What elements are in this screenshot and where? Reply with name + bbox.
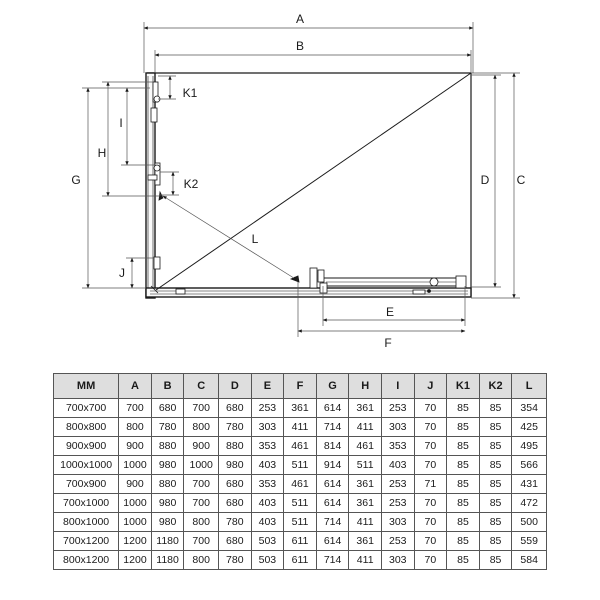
- dim-label-a: A: [295, 12, 305, 26]
- table-row: [54, 399, 547, 418]
- table-cell: 253: [381, 532, 414, 551]
- table-cell: 880: [151, 475, 184, 494]
- table-cell: 1200: [119, 551, 152, 570]
- column-header: K2: [479, 374, 512, 399]
- column-header: C: [184, 374, 219, 399]
- table-cell: 980: [151, 456, 184, 475]
- table-header-row: [54, 374, 547, 399]
- table-row: [54, 437, 547, 456]
- table-cell: 85: [479, 551, 512, 570]
- table-cell: 70: [414, 513, 447, 532]
- table-cell: 800: [184, 551, 219, 570]
- table-row: [54, 475, 547, 494]
- table-cell: 70: [414, 532, 447, 551]
- table-cell: 614: [316, 494, 349, 513]
- size-cell: 800x800: [54, 418, 119, 437]
- dim-label-k1: K1: [182, 86, 198, 100]
- sliding-door-frame: [323, 276, 466, 288]
- table-cell: 900: [119, 475, 152, 494]
- size-cell: 1000x1000: [54, 456, 119, 475]
- table-cell: 800: [184, 418, 219, 437]
- table-cell: 1200: [119, 532, 152, 551]
- column-header: B: [151, 374, 184, 399]
- table-cell: 85: [479, 513, 512, 532]
- table-cell: 511: [284, 513, 317, 532]
- table-cell: 253: [381, 475, 414, 494]
- table-row: [54, 418, 547, 437]
- table-cell: 1180: [151, 551, 184, 570]
- table-cell: 980: [151, 513, 184, 532]
- dim-label-f: F: [384, 336, 392, 350]
- table-cell: 353: [251, 437, 284, 456]
- table-cell: 70: [414, 551, 447, 570]
- table-cell: 461: [284, 475, 317, 494]
- table-cell: 780: [219, 551, 252, 570]
- table-cell: 353: [381, 437, 414, 456]
- table-cell: 584: [512, 551, 547, 570]
- table-cell: 614: [316, 532, 349, 551]
- table-cell: 353: [251, 475, 284, 494]
- table-cell: 980: [151, 494, 184, 513]
- table-cell: 566: [512, 456, 547, 475]
- table-cell: 614: [316, 399, 349, 418]
- table-cell: 85: [447, 494, 480, 513]
- table-cell: 71: [414, 475, 447, 494]
- column-header: E: [251, 374, 284, 399]
- table-cell: 303: [381, 551, 414, 570]
- table-cell: 780: [151, 418, 184, 437]
- table-cell: 800: [119, 418, 152, 437]
- table-cell: 914: [316, 456, 349, 475]
- table-cell: 253: [381, 494, 414, 513]
- table-cell: 361: [349, 494, 382, 513]
- table-cell: 425: [512, 418, 547, 437]
- table-cell: 700: [184, 475, 219, 494]
- size-cell: 700x1200: [54, 532, 119, 551]
- column-header: A: [119, 374, 152, 399]
- table-cell: 900: [184, 437, 219, 456]
- table-cell: 411: [349, 551, 382, 570]
- table-cell: 361: [349, 399, 382, 418]
- table-cell: 611: [284, 532, 317, 551]
- table-cell: 980: [219, 456, 252, 475]
- dim-label-h: H: [97, 146, 107, 160]
- table-cell: 503: [251, 532, 284, 551]
- table-cell: 680: [219, 494, 252, 513]
- dimensions-table: [53, 373, 547, 570]
- table-cell: 85: [479, 418, 512, 437]
- table-cell: 559: [512, 532, 547, 551]
- table-cell: 361: [349, 532, 382, 551]
- table-row: [54, 551, 547, 570]
- table-cell: 1000: [119, 456, 152, 475]
- dim-label-d: D: [480, 173, 490, 187]
- table-cell: 1000: [119, 513, 152, 532]
- table-cell: 495: [512, 437, 547, 456]
- table-cell: 403: [251, 513, 284, 532]
- table-cell: 880: [151, 437, 184, 456]
- table-cell: 85: [479, 456, 512, 475]
- dim-label-b: B: [295, 39, 305, 53]
- table-cell: 85: [479, 532, 512, 551]
- table-cell: 611: [284, 551, 317, 570]
- table-cell: 1000: [119, 494, 152, 513]
- table-cell: 1000: [184, 456, 219, 475]
- table-cell: 303: [381, 513, 414, 532]
- table-cell: 411: [284, 418, 317, 437]
- size-cell: 700x900: [54, 475, 119, 494]
- size-cell: 900x900: [54, 437, 119, 456]
- table-cell: 303: [381, 418, 414, 437]
- table-cell: 780: [219, 418, 252, 437]
- table-cell: 700: [119, 399, 152, 418]
- dimension-labels: [71, 12, 525, 350]
- table-cell: 680: [151, 399, 184, 418]
- column-header: J: [414, 374, 447, 399]
- table-cell: 780: [219, 513, 252, 532]
- table-cell: 411: [349, 513, 382, 532]
- dim-label-j: J: [119, 266, 125, 280]
- table-row: [54, 494, 547, 513]
- column-header: G: [316, 374, 349, 399]
- table-cell: 511: [284, 494, 317, 513]
- dim-label-g: G: [71, 173, 81, 187]
- table-cell: 85: [447, 532, 480, 551]
- table-cell: 461: [284, 437, 317, 456]
- table-cell: 680: [219, 399, 252, 418]
- table-cell: 303: [251, 418, 284, 437]
- table-cell: 361: [284, 399, 317, 418]
- column-header: K1: [447, 374, 480, 399]
- table-cell: 614: [316, 475, 349, 494]
- column-header: H: [349, 374, 382, 399]
- column-header: MM: [54, 374, 119, 399]
- table-cell: 70: [414, 456, 447, 475]
- table-cell: 1180: [151, 532, 184, 551]
- table-row: [54, 456, 547, 475]
- table-cell: 85: [479, 399, 512, 418]
- table-row: [54, 513, 547, 532]
- column-header: L: [512, 374, 547, 399]
- table-cell: 714: [316, 513, 349, 532]
- table-cell: 700: [184, 532, 219, 551]
- dim-label-l: L: [251, 232, 259, 246]
- table-cell: 85: [447, 551, 480, 570]
- table-cell: 500: [512, 513, 547, 532]
- column-header: I: [381, 374, 414, 399]
- table-cell: 85: [447, 475, 480, 494]
- table-cell: 472: [512, 494, 547, 513]
- column-header: D: [219, 374, 252, 399]
- table-cell: 70: [414, 418, 447, 437]
- table-cell: 403: [251, 494, 284, 513]
- dim-label-k2: K2: [183, 177, 199, 191]
- table-cell: 85: [447, 437, 480, 456]
- table-cell: 680: [219, 475, 252, 494]
- table-body: [54, 399, 547, 570]
- table-cell: 511: [284, 456, 317, 475]
- table-cell: 714: [316, 418, 349, 437]
- table-cell: 85: [447, 513, 480, 532]
- table-cell: 85: [479, 494, 512, 513]
- dim-label-i: I: [119, 116, 123, 130]
- size-cell: 800x1200: [54, 551, 119, 570]
- table-cell: 511: [349, 456, 382, 475]
- table-cell: 880: [219, 437, 252, 456]
- table-cell: 800: [184, 513, 219, 532]
- table-cell: 900: [119, 437, 152, 456]
- table-row: [54, 532, 547, 551]
- table-cell: 253: [251, 399, 284, 418]
- table-cell: 361: [349, 475, 382, 494]
- size-cell: 800x1000: [54, 513, 119, 532]
- table-cell: 354: [512, 399, 547, 418]
- table-cell: 85: [447, 399, 480, 418]
- dim-label-e: E: [385, 305, 395, 319]
- table-cell: 461: [349, 437, 382, 456]
- table-cell: 85: [447, 418, 480, 437]
- table-cell: 700: [184, 399, 219, 418]
- table-cell: 70: [414, 437, 447, 456]
- table-cell: 814: [316, 437, 349, 456]
- table-cell: 253: [381, 399, 414, 418]
- table-cell: 714: [316, 551, 349, 570]
- column-header: F: [284, 374, 317, 399]
- table-cell: 85: [479, 475, 512, 494]
- table-cell: 411: [349, 418, 382, 437]
- table-cell: 85: [447, 456, 480, 475]
- size-cell: 700x1000: [54, 494, 119, 513]
- table-cell: 403: [381, 456, 414, 475]
- table-cell: 70: [414, 399, 447, 418]
- dim-label-c: C: [516, 173, 526, 187]
- table-cell: 503: [251, 551, 284, 570]
- table-cell: 403: [251, 456, 284, 475]
- table-cell: 85: [479, 437, 512, 456]
- size-cell: 700x700: [54, 399, 119, 418]
- table-cell: 700: [184, 494, 219, 513]
- table-cell: 680: [219, 532, 252, 551]
- table-cell: 431: [512, 475, 547, 494]
- table-cell: 70: [414, 494, 447, 513]
